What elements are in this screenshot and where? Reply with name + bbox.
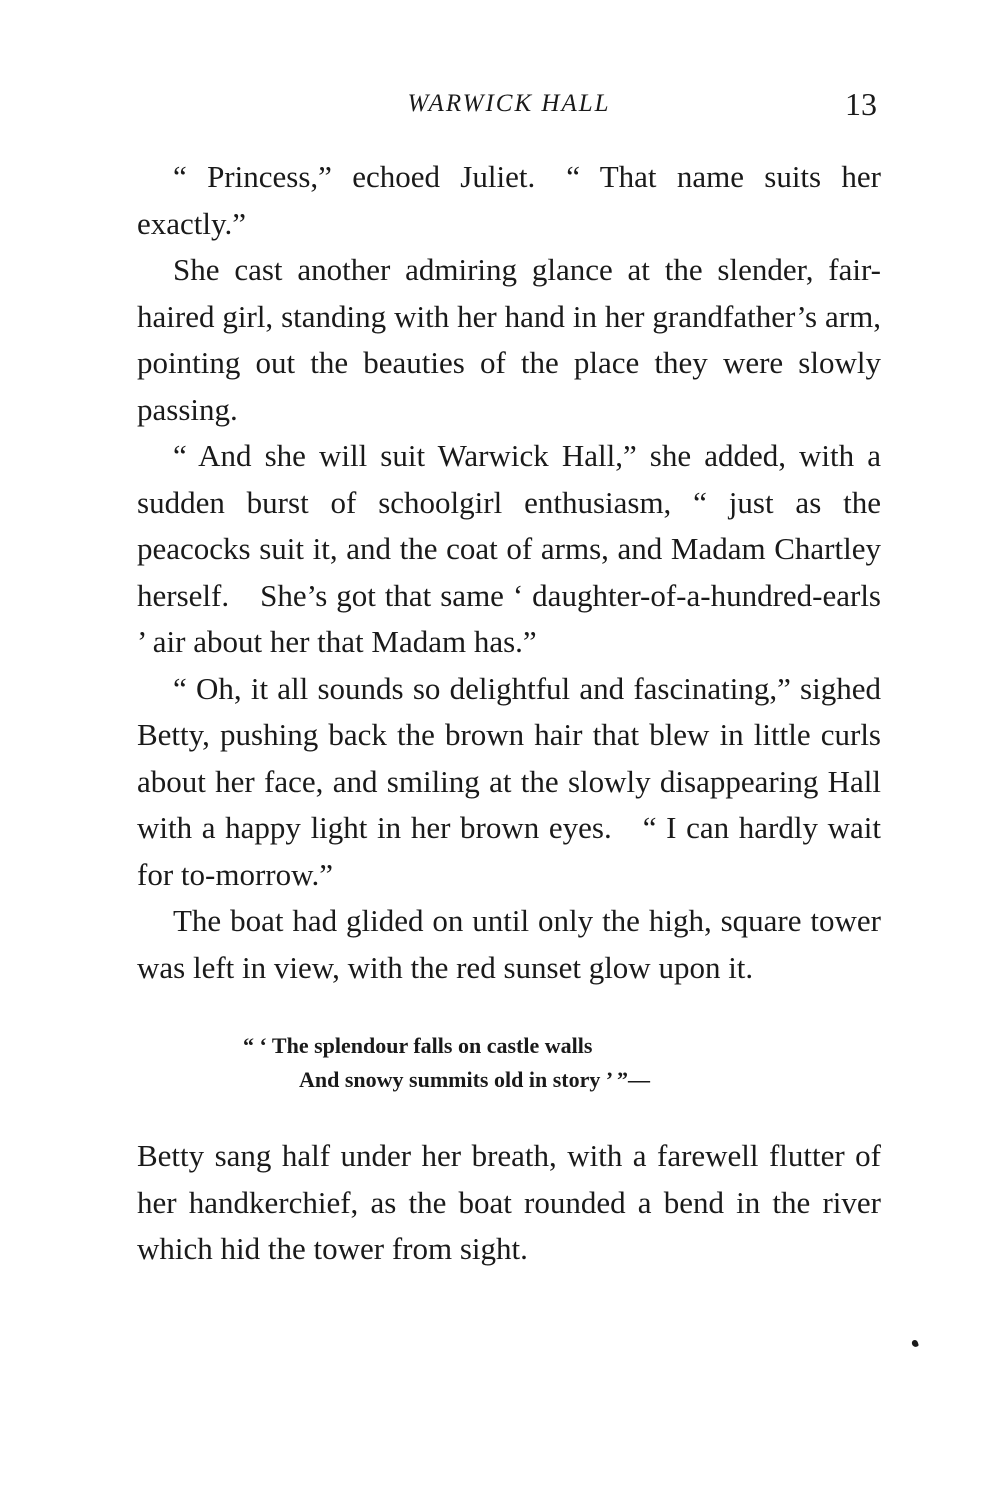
running-head — [137, 88, 881, 128]
verse-line-1: “ ‘ The splendour falls on castle walls — [243, 1033, 593, 1058]
body-text — [137, 154, 881, 1273]
running-title: WARWICK HALL — [407, 90, 611, 117]
paragraph-5: The boat had glided on until only the high, square tower was left in view, with the red sunset glow upon it. — [137, 903, 881, 985]
page-number: 13 — [845, 86, 877, 122]
paragraph-3: “ And she will suit Warwick Hall,” she added, with a sudden burst of schoolgirl enthusiasm, “ just as the peacocks suit it, and the coat of arms, and Madam Chartley herself. She’s got that same ‘ daughter-of-a-hundred-earls ’ air about her that Madam has.” — [137, 438, 881, 659]
closing-paragraph: Betty sang half under her breath, with a farewell flutter of her handkerchief, as the boat rounded a bend in the river which hid the tower from sight. — [137, 1138, 881, 1266]
paragraph-4: “ Oh, it all sounds so delightful and fascinating,” sighed Betty, pushing back the brown hair that blew in little curls about her face, and smiling at the slowly disappearing Hall with a happy light in her brown eyes. “ I can hardly wait for to-morrow.” — [137, 670, 881, 892]
verse-line-2: And snowy summits old in story ’ ”— — [299, 1067, 651, 1092]
paragraph-2: She cast another admiring glance at the slender, fair-haired girl, standing with her hand in her grandfather’s arm, pointing out the beauties of the place they were slowly passing. — [137, 252, 881, 427]
paragraph-1: “ Princess,” echoed Juliet. “ That name suits her exactly.” — [137, 159, 881, 241]
verse-quotation — [137, 1029, 881, 1097]
ink-speck — [911, 1339, 919, 1348]
